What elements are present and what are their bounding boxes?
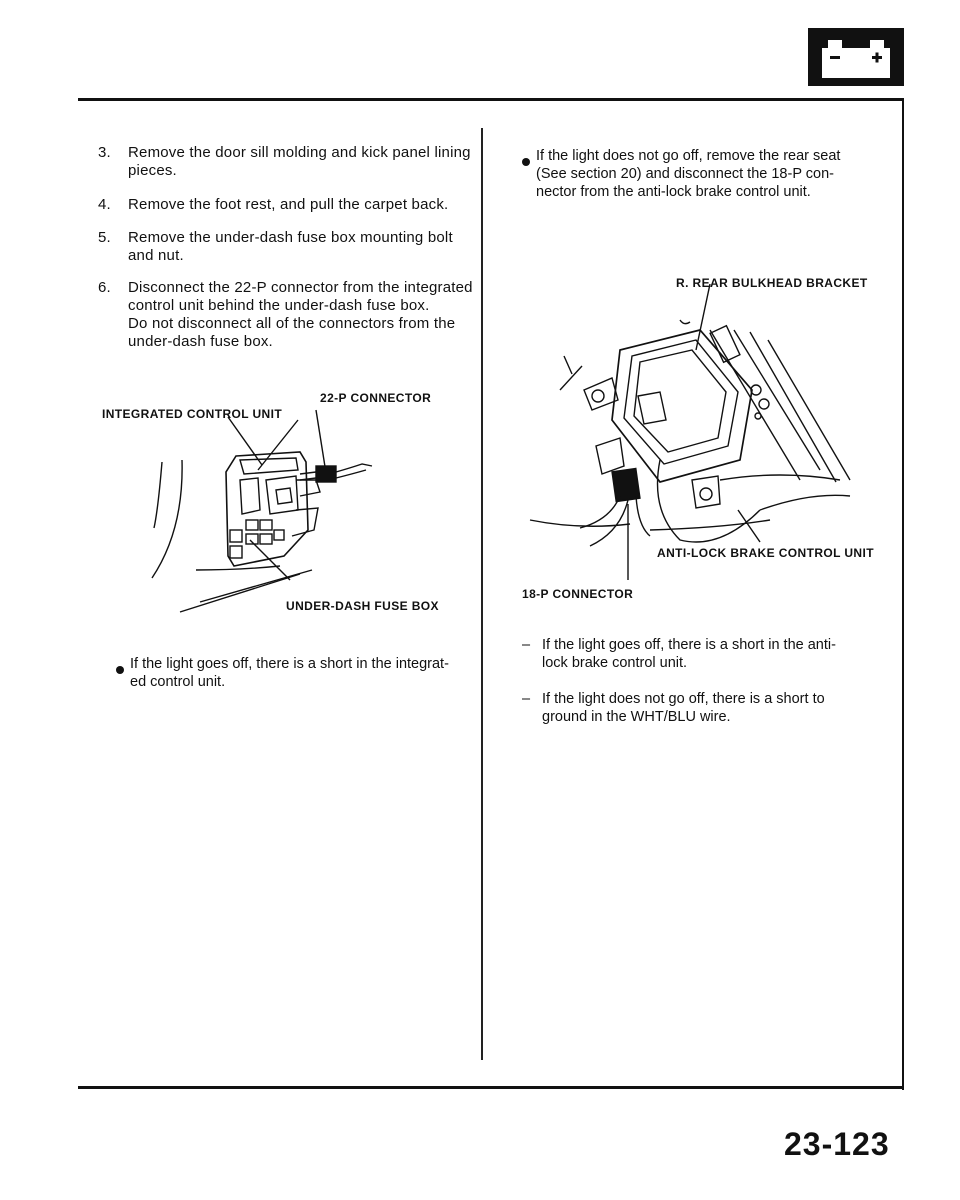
label-under-dash-fuse-box: UNDER-DASH FUSE BOX (286, 599, 439, 613)
step-text: pieces. (128, 162, 177, 179)
result-line: If the light does not go off, there is a short to (542, 691, 825, 707)
step-text: control unit behind the under-dash fuse box. (128, 297, 430, 314)
bullet-line: nector from the anti-lock brake control unit. (536, 184, 811, 200)
label-18p-connector: 18-P CONNECTOR (522, 587, 634, 601)
left-bullet-text (130, 655, 470, 691)
result-item (522, 636, 882, 672)
label-abs-control-unit: ANTI-LOCK BRAKE CONTROL UNIT (657, 546, 874, 560)
battery-icon (808, 28, 904, 86)
step-4 (98, 196, 468, 216)
bullet-dot (116, 661, 124, 679)
bullet-line: If the light goes off, there is a short in the integrat- (130, 656, 449, 672)
bullet-line: If the light does not go off, remove the rear seat (536, 148, 841, 164)
step-5 (98, 229, 468, 269)
step-text: under-dash fuse box. (128, 333, 273, 350)
step-number: 3. (98, 144, 111, 161)
result-line: ground in the WHT/BLU wire. (542, 709, 731, 725)
column-divider (481, 128, 483, 1060)
label-22p-connector: 22-P CONNECTOR (320, 391, 432, 405)
result-item (522, 690, 882, 726)
page-number: 23-123 (784, 1126, 890, 1162)
label-integrated-control-unit: INTEGRATED CONTROL UNIT (102, 407, 283, 421)
step-6 (98, 279, 473, 355)
step-text: Remove the door sill molding and kick panel lining (128, 144, 471, 161)
bullet-line: ed control unit. (130, 674, 226, 690)
dash-mark: – (522, 637, 531, 653)
step-text: Disconnect the 22-P connector from the integrated (128, 279, 473, 296)
result-line: lock brake control unit. (542, 655, 688, 671)
top-rule (78, 98, 904, 101)
step-text: Remove the foot rest, and pull the carpet back. (128, 196, 449, 213)
step-3 (98, 144, 471, 184)
right-rule (902, 100, 904, 1090)
step-number: 6. (98, 279, 111, 296)
bottom-rule (78, 1086, 904, 1089)
step-text: and nut. (128, 247, 184, 264)
bullet-line: (See section 20) and disconnect the 18-P con- (536, 166, 834, 182)
dash-mark: – (522, 691, 531, 707)
step-number: 5. (98, 229, 111, 246)
result-line: If the light goes off, there is a short in the anti- (542, 637, 836, 653)
step-text: Remove the under-dash fuse box mounting bolt (128, 229, 453, 246)
right-bullet-text (536, 147, 886, 201)
step-text: Do not disconnect all of the connectors from the (128, 315, 456, 332)
step-number: 4. (98, 196, 111, 213)
label-rear-bulkhead-bracket: R. REAR BULKHEAD BRACKET (676, 276, 868, 290)
bullet-dot (522, 153, 530, 171)
